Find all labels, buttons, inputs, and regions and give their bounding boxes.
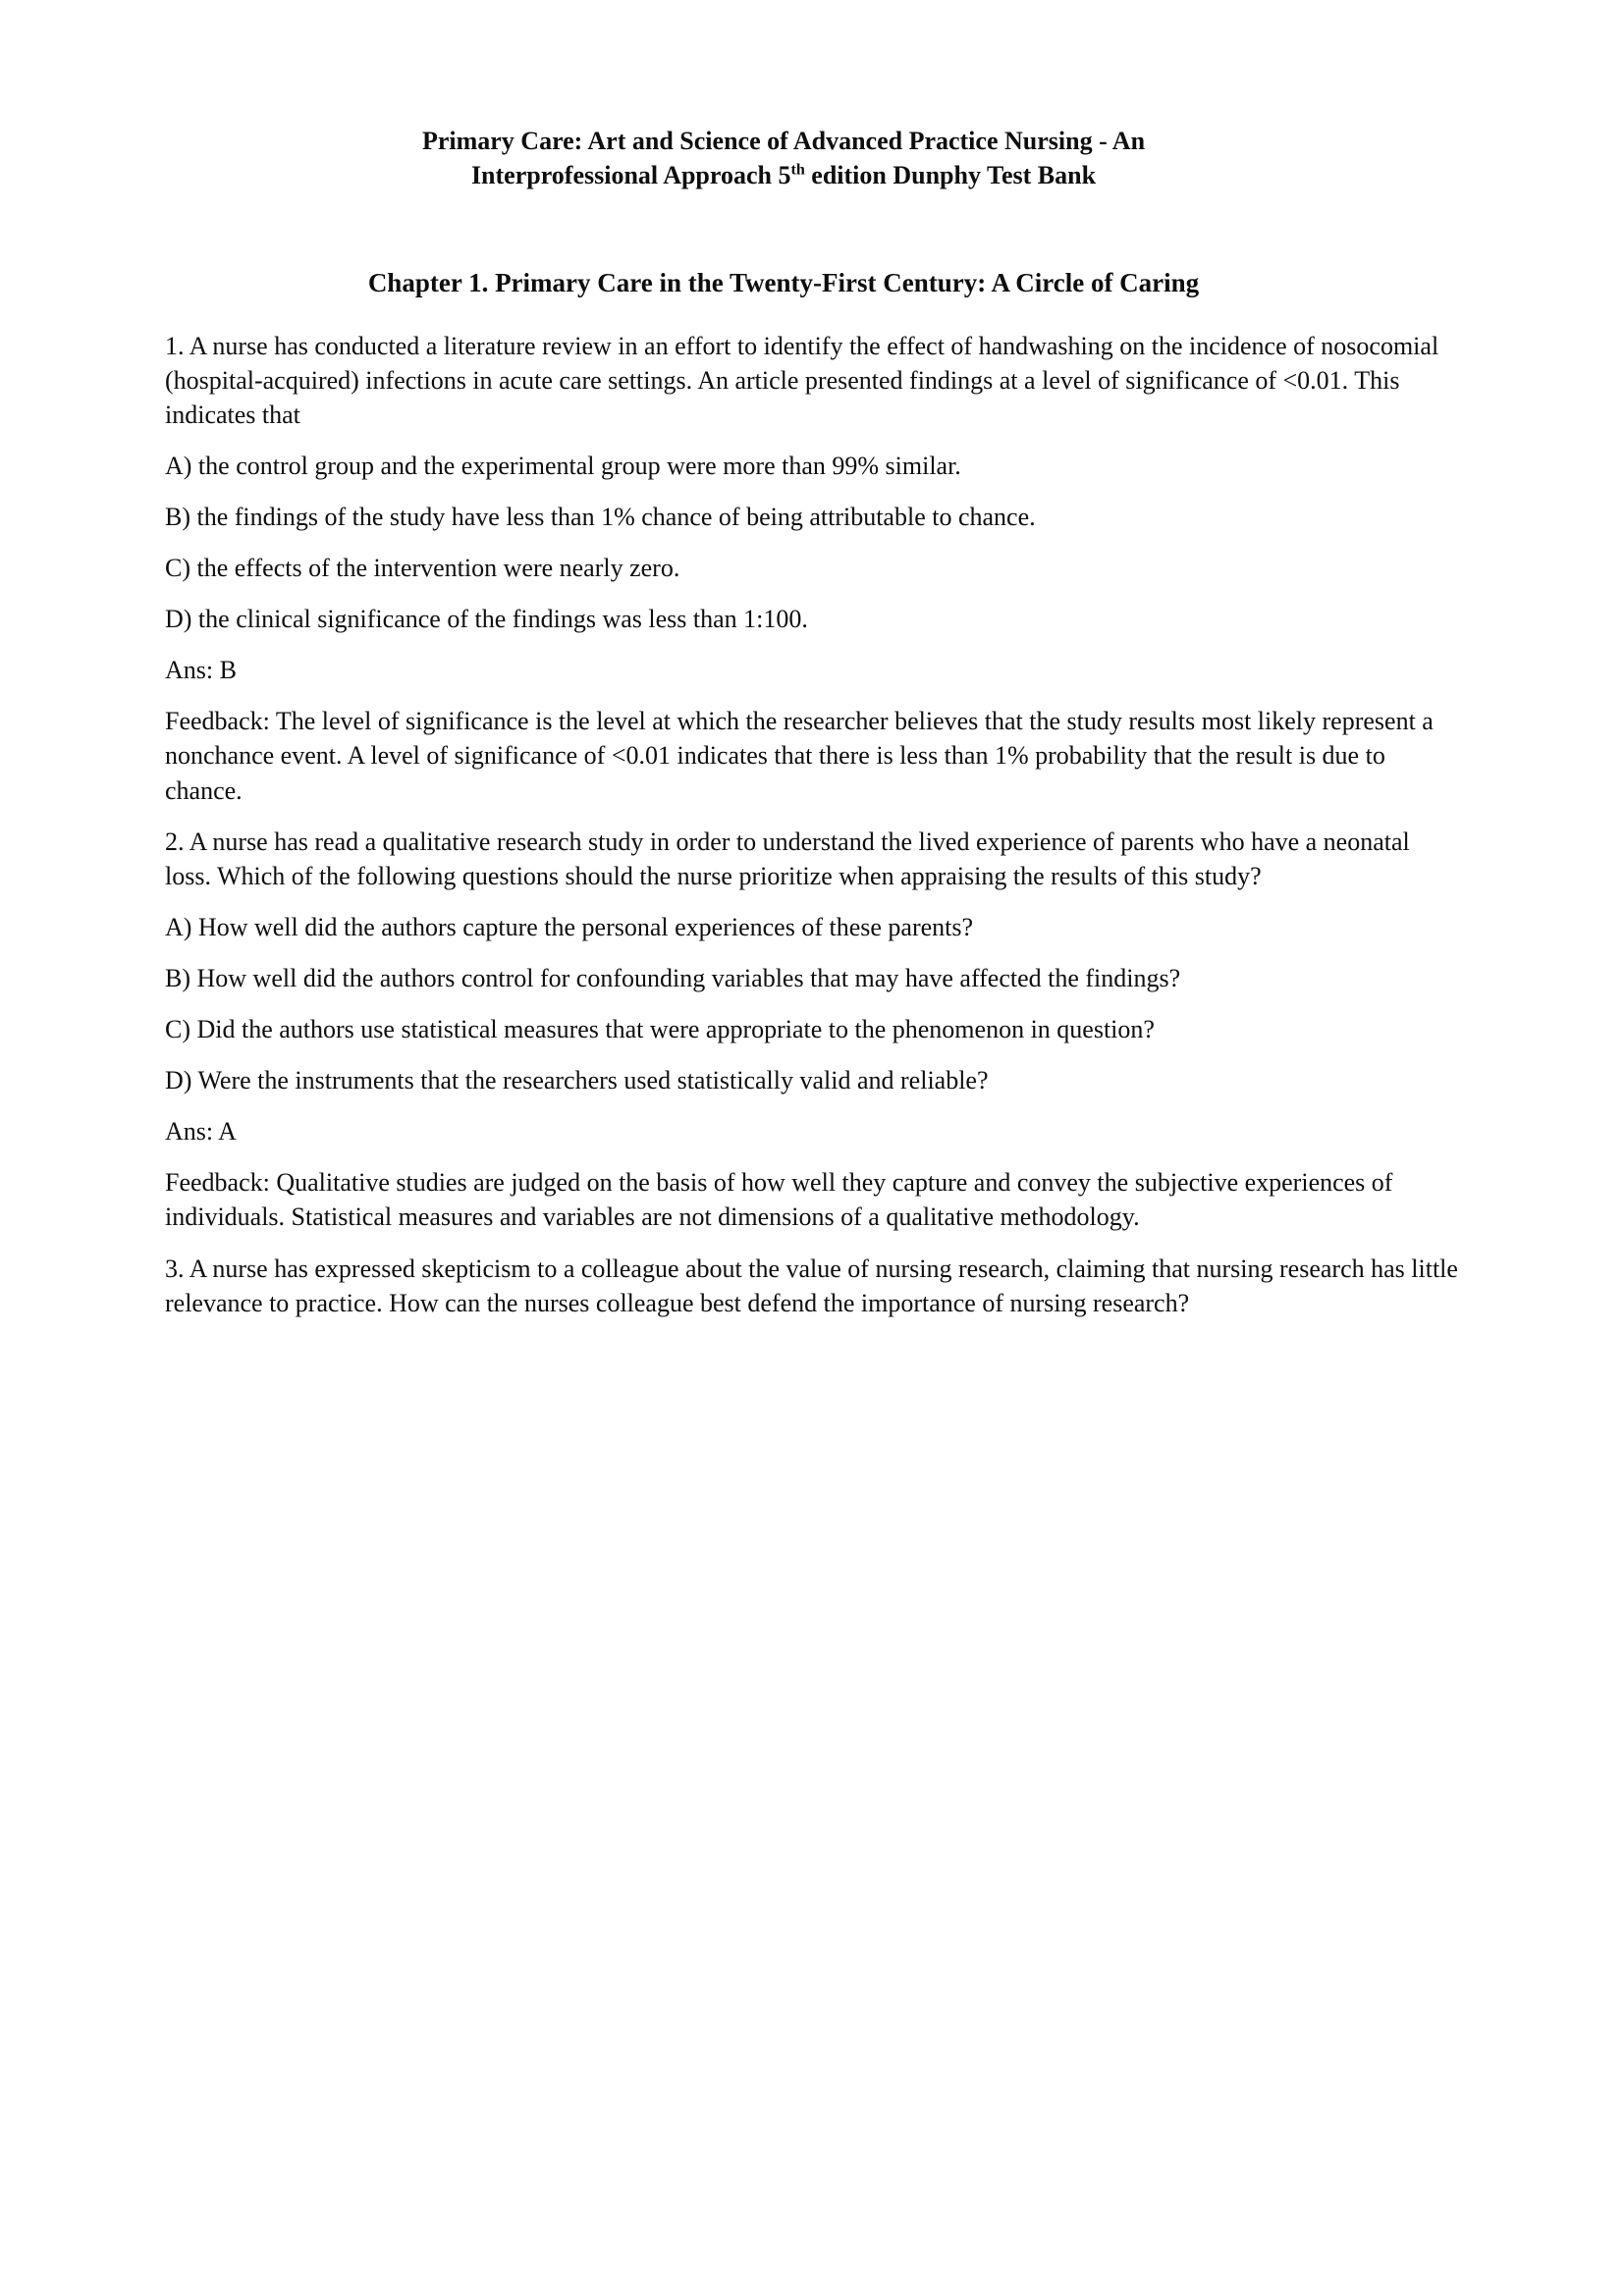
question-1-feedback: Feedback: The level of significance is the level at which the researcher believes that the study results most likely represent a nonchance event. A level of significance of <0.01 indicates that there is less than 1% probability that the result is due to chance. (165, 707, 1434, 805)
question-2-stem: 2. A nurse has read a qualitative research study in order to understand the lived experience of parents who have a neonatal loss. Which of the following questions should the nurse prioritize when appraising the results of this study? (165, 827, 1410, 890)
question-2-feedback: Feedback: Qualitative studies are judged on the basis of how well they capture and convey the subjective experiences of individuals. Statistical measures and variables are not dimensions of a qualitative methodology. (165, 1168, 1393, 1232)
document-title-line-2-text: Interprofessional Approach 5 (470, 161, 791, 190)
document-title (165, 124, 1461, 192)
question-2-answer: Ans: A (165, 1117, 237, 1147)
question-2-option-a: A) How well did the authors capture the personal experiences of these parents? (165, 912, 974, 941)
question-2-option-c: C) Did the authors use statistical measures that were appropriate to the phenomenon in question? (165, 1015, 1155, 1044)
question-2-option-b: B) How well did the authors control for confounding variables that may have affected the findings? (165, 963, 1181, 992)
question-1-answer: Ans: B (165, 656, 237, 685)
chapter-heading: Chapter 1. Primary Care in the Twenty-First Century: A Circle of Caring (367, 268, 1200, 298)
document-title-line-2 (224, 158, 1343, 192)
question-1-option-d: D) the clinical significance of the findings was less than 1:100. (165, 605, 808, 634)
question-2-option-d: D) Were the instruments that the researchers used statistically valid and reliable? (165, 1066, 989, 1095)
question-3-stem: 3. A nurse has expressed skepticism to a colleague about the value of nursing research, claiming that nursing research has little relevance to practice. How can the nurses colleague best defend the importance of nursing research? (165, 1254, 1458, 1317)
document-title-ordinal-suffix: th (790, 161, 805, 179)
question-1-option-a: A) the control group and the experimental group were more than 99% similar. (165, 451, 961, 480)
question-1-option-c: C) the effects of the intervention were nearly zero. (165, 554, 680, 583)
document-title-line-1: Primary Care: Art and Science of Advanced Practice Nursing - An (421, 127, 1146, 155)
document-title-line-2-rest: edition Dunphy Test Bank (804, 161, 1097, 190)
question-1-option-b: B) the findings of the study have less than 1% chance of being attributable to chance. (165, 503, 1036, 531)
question-1-stem: 1. A nurse has conducted a literature review in an effort to identify the effect of handwashing on the incidence of nosocomial (hospital-acquired) infections in acute care settings. An article presented findings at a level of significance of <0.01. This indicates that (165, 331, 1439, 429)
